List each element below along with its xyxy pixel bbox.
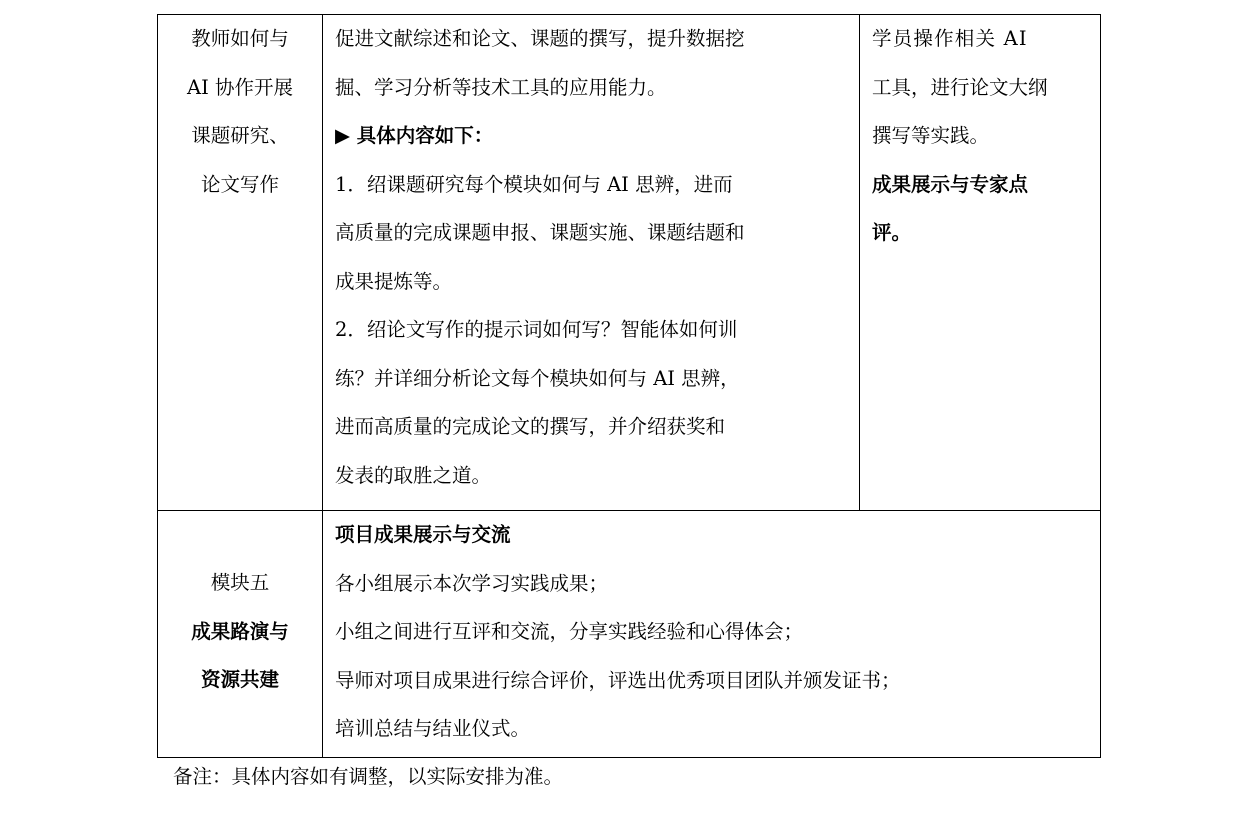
module4-content-line: 掘、学习分析等技术工具的应用能力。 xyxy=(335,75,667,99)
module4-title-line: 课题研究、 xyxy=(191,124,289,147)
module5-content-line: 导师对项目成果进行综合评价，评选出优秀项目团队并颁发证书； xyxy=(335,668,901,692)
module5-title-line: 成果路演与 xyxy=(191,619,289,643)
module4-content-line: 练？并详细分析论文每个模块如何与 AI 思辨， xyxy=(335,366,740,390)
table-row-module5 xyxy=(158,511,1101,758)
schedule-table xyxy=(157,14,1101,758)
module5-content-line: 培训总结与结业仪式。 xyxy=(335,717,531,740)
module5-content-line: 小组之间进行互评和交流，分享实践经验和心得体会； xyxy=(335,620,804,643)
module5-label: 模块五 xyxy=(210,571,270,594)
module4-title-cell xyxy=(158,15,323,511)
module4-title-line: AI 协作开展 xyxy=(187,75,293,99)
module4-content-line: 高质量的完成课题申报、课题实施、课题结题和 xyxy=(335,221,745,244)
module4-practice-line: 工具，进行论文大纲 xyxy=(872,75,1048,99)
module4-title-line: 教师如何与 xyxy=(191,27,289,50)
module4-practice-line: 学员操作相关 AI xyxy=(872,27,1028,50)
module4-content-line: 1．绍课题研究每个模块如何与 AI 思辨，进而 xyxy=(335,172,733,196)
module4-practice-line: 撰写等实践。 xyxy=(872,124,990,147)
module4-content-line: 成果提炼等。 xyxy=(335,269,453,293)
module5-content-line: 各小组展示本次学习实践成果； xyxy=(335,571,609,595)
module4-practice-highlight: 成果展示与专家点 xyxy=(872,172,1029,196)
module5-content-heading: 项目成果展示与交流 xyxy=(335,523,511,546)
module4-practice-highlight: 评。 xyxy=(872,221,912,244)
module4-content-cell xyxy=(323,15,860,511)
module4-content-heading: ▶ 具体内容如下： xyxy=(335,124,494,147)
module5-content-cell xyxy=(323,511,1101,758)
module5-title-cell xyxy=(158,511,323,758)
footnote: 备注：具体内容如有调整，以实际安排为准。 xyxy=(173,765,564,788)
module4-practice-cell xyxy=(860,15,1101,511)
module5-title-line: 资源共建 xyxy=(200,668,279,691)
module4-content-line: 2．绍论文写作的提示词如何写？智能体如何训 xyxy=(335,318,738,341)
table-row-module4 xyxy=(158,15,1101,511)
module4-content-line: 促进文献综述和论文、课题的撰写，提升数据挖 xyxy=(335,27,745,50)
module4-content-line: 进而高质量的完成论文的撰写，并介绍获奖和 xyxy=(335,415,726,438)
module4-title-line: 论文写作 xyxy=(200,172,279,196)
module4-content-line: 发表的取胜之道。 xyxy=(335,463,492,487)
